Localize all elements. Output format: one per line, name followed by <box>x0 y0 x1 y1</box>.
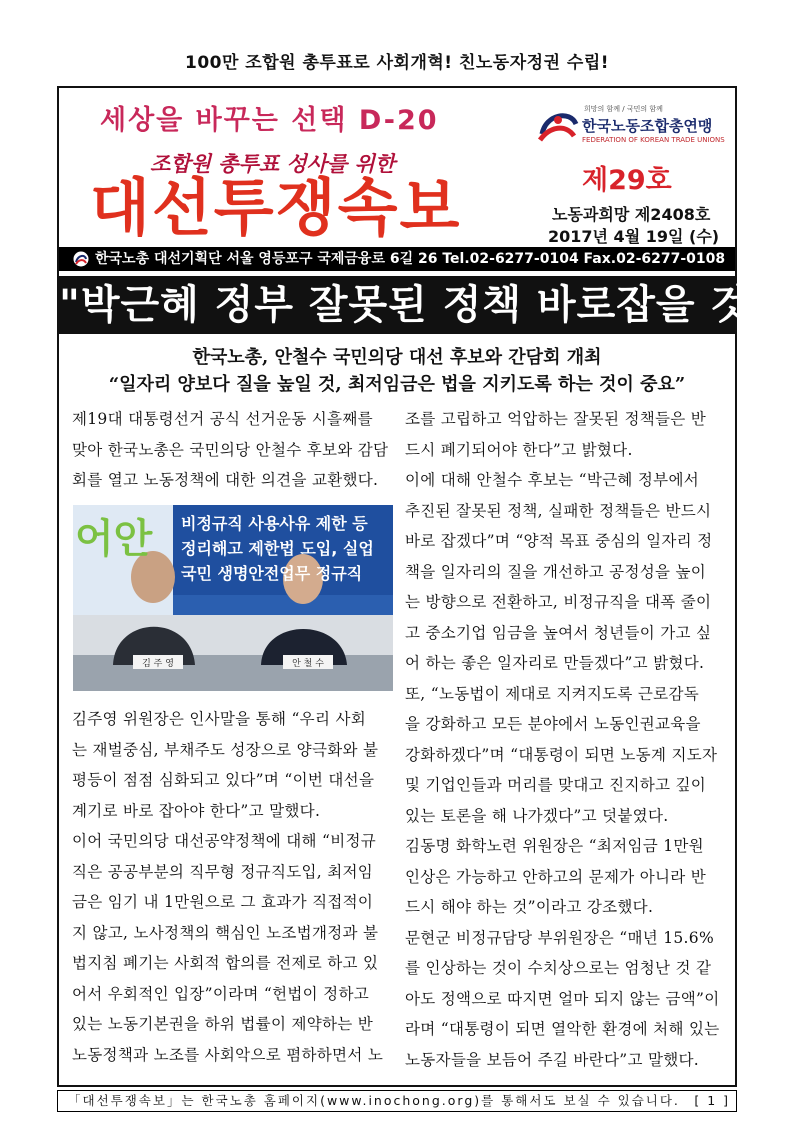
article-line: 법지침 폐기는 사회적 합의를 전제로 하고 있 <box>72 954 379 972</box>
article-line: 계기로 바로 잡아야 한다”고 말했다. <box>72 801 321 820</box>
article-right <box>405 404 730 1075</box>
banner-line: 정리해고 제한법 도입, 실업 <box>181 539 374 558</box>
countdown-title: 세상을 바꾸는 선택 D-20 <box>100 105 439 136</box>
address-bar <box>59 247 735 271</box>
article-line: 금은 임기 내 1만원으로 그 효과가 직접적이 <box>72 893 374 911</box>
article-line: 어 하는 좋은 일자리로 만들겠다”고 밝혔다. <box>405 654 705 672</box>
article-line: 라며 “대통령이 되면 열악한 환경에 처해 있는 <box>405 1020 720 1038</box>
article-line: 김주영 위원장은 인사말을 통해 “우리 사회 <box>72 710 367 728</box>
article-line: 맞아 한국노총은 국민의당 안철수 후보와 감담 <box>72 440 389 459</box>
newsletter-number: 노동과희망 제2408호 <box>552 205 711 224</box>
banner-left-text: 어안 <box>75 516 153 562</box>
banner-line: 국민 생명안전업무 정규직 <box>181 564 363 583</box>
fktu-logo-icon <box>536 106 580 146</box>
article-line: 있는 토론을 해 나가겠다”고 덧붙였다. <box>405 806 669 825</box>
article-left-top <box>72 404 392 496</box>
article-line: 노동자들을 보듬어 주길 바란다”고 말했다. <box>405 1050 700 1069</box>
article-line: 조를 고립하고 억압하는 잘못된 정책들은 반 <box>405 410 707 428</box>
top-slogan: 100만 조합원 총투표로 사회개혁! 친노동자정권 수립! <box>184 53 610 73</box>
footer-text: 「대선투쟁속보」는 한국노총 홈페이지(www.inochong.org)를 통해서도 보실 수 있습니다. <box>68 1093 680 1108</box>
masthead-subtitle: 조합원 총투표 성사를 위한 <box>150 152 396 176</box>
article-line: 를 인상하는 것이 수치상으로는 엄청난 것 같 <box>405 959 712 977</box>
article-line: 제19대 대통령선거 공식 선거운동 시흘째를 <box>72 410 373 428</box>
logo-name-en: FEDERATION OF KOREAN TRADE UNIONS <box>582 136 725 144</box>
article-line: 문현군 비정규담당 부위원장은 “매년 15.6% <box>405 928 714 947</box>
logo-name-ko: 한국노동조합총연맹 <box>582 117 713 135</box>
article-line: 직은 공공부분의 직무형 정규직도입, 최저임 <box>72 862 374 881</box>
article-left-bottom <box>72 704 392 1070</box>
article-line: 회를 열고 노동정책에 대한 의견을 교환했다. <box>72 471 379 489</box>
article-line: 있는 노동기본권을 하위 법률이 제약하는 반 <box>72 1015 374 1033</box>
logo-tagline: 희망의 함께 / 국민의 함께 <box>584 105 663 113</box>
article-line: 어서 우회적인 입장”이라며 “헌법이 정하고 <box>72 984 369 1003</box>
article-line: 이에 대해 안철수 후보는 “박근혜 정부에서 <box>405 471 700 489</box>
photo-banner <box>181 511 374 586</box>
article-line: 바로 잡겠다”며 “양적 목표 중심의 일자리 정 <box>405 532 713 550</box>
headline: "박근혜 정부 잘못된 정책 바로잡을 것" <box>59 282 772 328</box>
meeting-photo <box>73 505 393 691</box>
article-line: 평등이 점점 심화되고 있다”며 “이번 대선을 <box>72 771 375 789</box>
issue-number: 제29호 <box>582 165 672 196</box>
nameplate-right: 안 철 수 <box>292 659 324 669</box>
article-line: 는 재벌중심, 부채주도 성장으로 양극화와 불 <box>72 740 379 759</box>
banner-line: 비정규직 사용사유 제한 등 <box>181 514 368 533</box>
nameplate-left: 김 주 영 <box>142 659 174 669</box>
subheadline-2: “일자리 양보다 질을 높일 것, 최저임금은 법을 지키도록 하는 것이 중요” <box>108 374 686 395</box>
article-line: 드시 해야 하는 것”이라고 강조했다. <box>405 898 654 916</box>
footer-note <box>57 1090 737 1112</box>
fktu-small-logo-icon <box>73 251 89 267</box>
article-line: 및 기업인들과 머리를 맞대고 진지하고 깊이 <box>405 776 707 794</box>
article-line: 을 강화하고 모든 분야에서 노동인권교육을 <box>405 715 701 733</box>
article-line: 이어 국민의당 대선공약정책에 대해 “비정규 <box>72 832 377 850</box>
article-line: 김동명 화학노련 위원장은 “최저임금 1만원 <box>405 837 704 855</box>
article-line: 책을 일자리의 질을 개선하고 공정성을 높이 <box>405 562 707 581</box>
article-line: 고 중소기업 임금을 높여서 청년들이 가고 싶 <box>405 623 712 642</box>
article-line: 추진된 잘못된 정책, 실패한 정책들은 반드시 <box>405 501 712 520</box>
article-line: 아도 정액으로 따지면 얼마 되지 않는 금액”이 <box>405 989 720 1008</box>
issue-date: 2017년 4월 19일 (수) <box>548 227 720 246</box>
article-line: 지 않고, 노사정책의 핵심인 노조법개정과 불 <box>72 923 379 942</box>
masthead-title: 대선투쟁속보 <box>90 171 462 244</box>
article-line: 드시 폐기되어야 한다”고 밝혔다. <box>405 440 633 459</box>
address-text: 한국노총 대선기획단 서울 영등포구 국제금융로 6길 26 Tel.02-6277-0104 Fax.02-6277-0108 <box>95 251 726 267</box>
article-line: 인상은 가능하고 안하고의 문제가 아니라 반 <box>405 867 707 886</box>
page-number: [ 1 ] <box>694 1093 730 1108</box>
article-line: 는 방향으로 전환하고, 비정규직을 대폭 줄이 <box>405 593 712 611</box>
article-line: 또, “노동법이 제대로 지켜지도록 근로감독 <box>405 684 700 703</box>
article-line: 강화하겠다”며 “대통령이 되면 노동계 지도자 <box>405 745 718 764</box>
article-line: 노동정책과 노조를 사회악으로 폄하하면서 노 <box>72 1045 384 1064</box>
subheadline-1: 한국노총, 안철수 국민의당 대선 후보와 간담회 개최 <box>192 347 602 368</box>
